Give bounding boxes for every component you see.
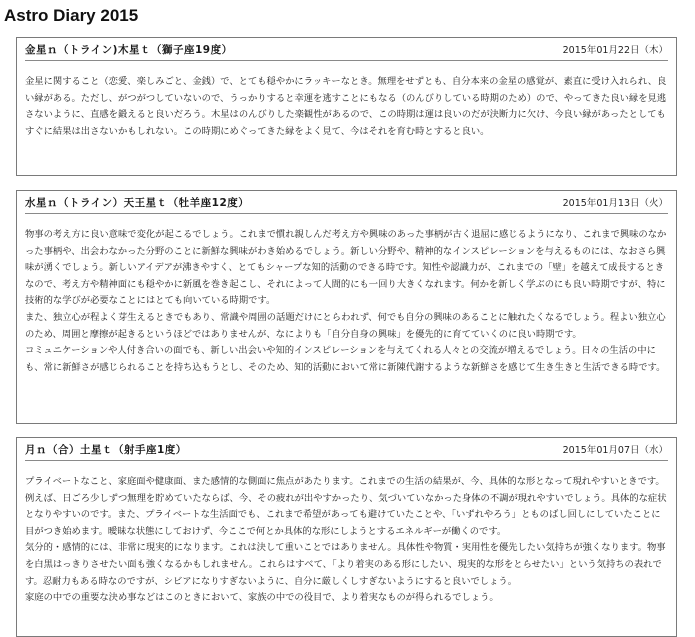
- entry-title-link[interactable]: 水星ｎ（トライン）天王星ｔ（牡羊座12度）: [25, 196, 250, 209]
- entry-body: [17, 61, 676, 140]
- entry-paragraph: 気分的・感情的には、非常に現実的になります。これは決して重いことではありません。具体性や物質・実用性を優先したい気持ちが強くなります。物事を白黒はっきりさせたい面も強くなるかもしれません。これらはすべて、「より着実のある形にしたい、現実的な形をとらせたい」という気持ちの表れです。忍耐力もある時なのですが、シビアになりすぎないように、自分に厳しくしすぎないようにすると良いでしょう。: [25, 542, 666, 587]
- entry-body: [17, 461, 676, 607]
- entry-title-link[interactable]: 金星ｎ（トライン)木星ｔ（獅子座19度）: [25, 43, 233, 56]
- diary-entry: [16, 37, 677, 176]
- entry-paragraph: コミュニケーションや人付き合いの面でも、新しい出会いや知的インスピレーションを与えてくれる人々との交流が増えるでしょう。日々の生活の中にも、常に新鮮さが感じられることを持ち込もうとし、そのため、知的活動において常に新陳代謝するような新鮮さを感じて生き生きと生活できる時です。: [25, 345, 666, 373]
- diary-entry: [16, 190, 677, 424]
- diary-entry: [16, 437, 677, 637]
- entry-header: [17, 38, 676, 60]
- entry-header: [17, 191, 676, 213]
- entry-header: [17, 438, 676, 460]
- entry-paragraph: プライベートなこと、家庭面や健康面、また感情的な側面に焦点があたります。これまでの生活の結果が、今、具体的な形となって現れやすいときです。: [25, 476, 665, 487]
- entry-date: 2015年01月07日（水）: [562, 445, 668, 456]
- entry-paragraph: また、独立心が程よく芽生えるときでもあり、常識や周囲の話題だけにとらわれず、何でも自分の興味のあることに触れたくなるでしょう。程よい独立心のため、周囲と摩擦が起きるというほどではありませんが、なによりも「自分自身の興味」を優先的に育てていくのに良い時期です。: [25, 311, 666, 340]
- entry-title-link[interactable]: 月ｎ（合）土星ｔ（射手座1度）: [25, 443, 187, 456]
- entry-paragraph: 家庭の中での重要な決め事などはこのときにおいて、家族の中での役目で、より着実なものが得られるでしょう。: [25, 592, 499, 604]
- entry-date: 2015年01月13日（火）: [562, 198, 668, 209]
- entry-body: [17, 214, 676, 376]
- site-title: Astro Diary 2015: [4, 6, 139, 25]
- entry-date: 2015年01月22日（木）: [562, 45, 668, 56]
- entry-paragraph: 金星に関すること（恋愛、楽しみごと、金銭）で、とても穏やかにラッキーなとき。無理をせずとも、自分本来の金星の感覚が、素直に受け入れられ、良い縁がある。ただし、がつがつしていないので、うっかりすると幸運を逃すことにもなる（のんびりしている時期のため）ので、やってきた良い縁を見逃さないように、直感を鍛えると良いだろう。木星はのんびりした楽観性があるので、この時期は運は良いのだが決断力に欠け、今良い縁があったとしてもすぐに結果は出さないかもしれない。この時期にめぐってきた縁をよく見て、今はそれを育む時とすると良い。: [25, 76, 667, 137]
- entry-paragraph: 例えば、日ごろ少しずつ無理を貯めていたならば、今、その疲れが出やすかったり、気づいていなかった身体の不調が現れやすいでしょう。具体的な症状となりやすいのです。また、プライベートな生活面でも、これまで希望があっても避けていたことや、「いずれやろう」とものばし回しにしていたことに目がつき始めます。曖昧な状態にしておけず、今ここで何とか具体的な形にしようとするエネルギーが働くのです。: [25, 492, 667, 537]
- entry-paragraph: 物事の考え方に良い意味で変化が起こるでしょう。これまで慣れ親しんだ考え方や興味のあった事柄が古く退屈に感じるようになり、これまで興味のなかった事柄や、出会わなかった分野のことに新鮮な興味がわき始めるでしょう。新しい分野や、精神的なインスピレーションを与えるものには、なおさら興味が湧くでしょう。新しいアイデアが沸きやすく、とてもシャープな知的活動のできる時です。知性や認識力が、これまでの「壁」を越えて成長するときなので、考え方や精神面にも穏やかに新風を巻き起こし、それによって人間的にも一回り大きくなれます。何かを新しく学ぶのにも良い時期ですが、特に技術的な学びが必要なことにはとても向いている時期です。: [25, 229, 667, 307]
